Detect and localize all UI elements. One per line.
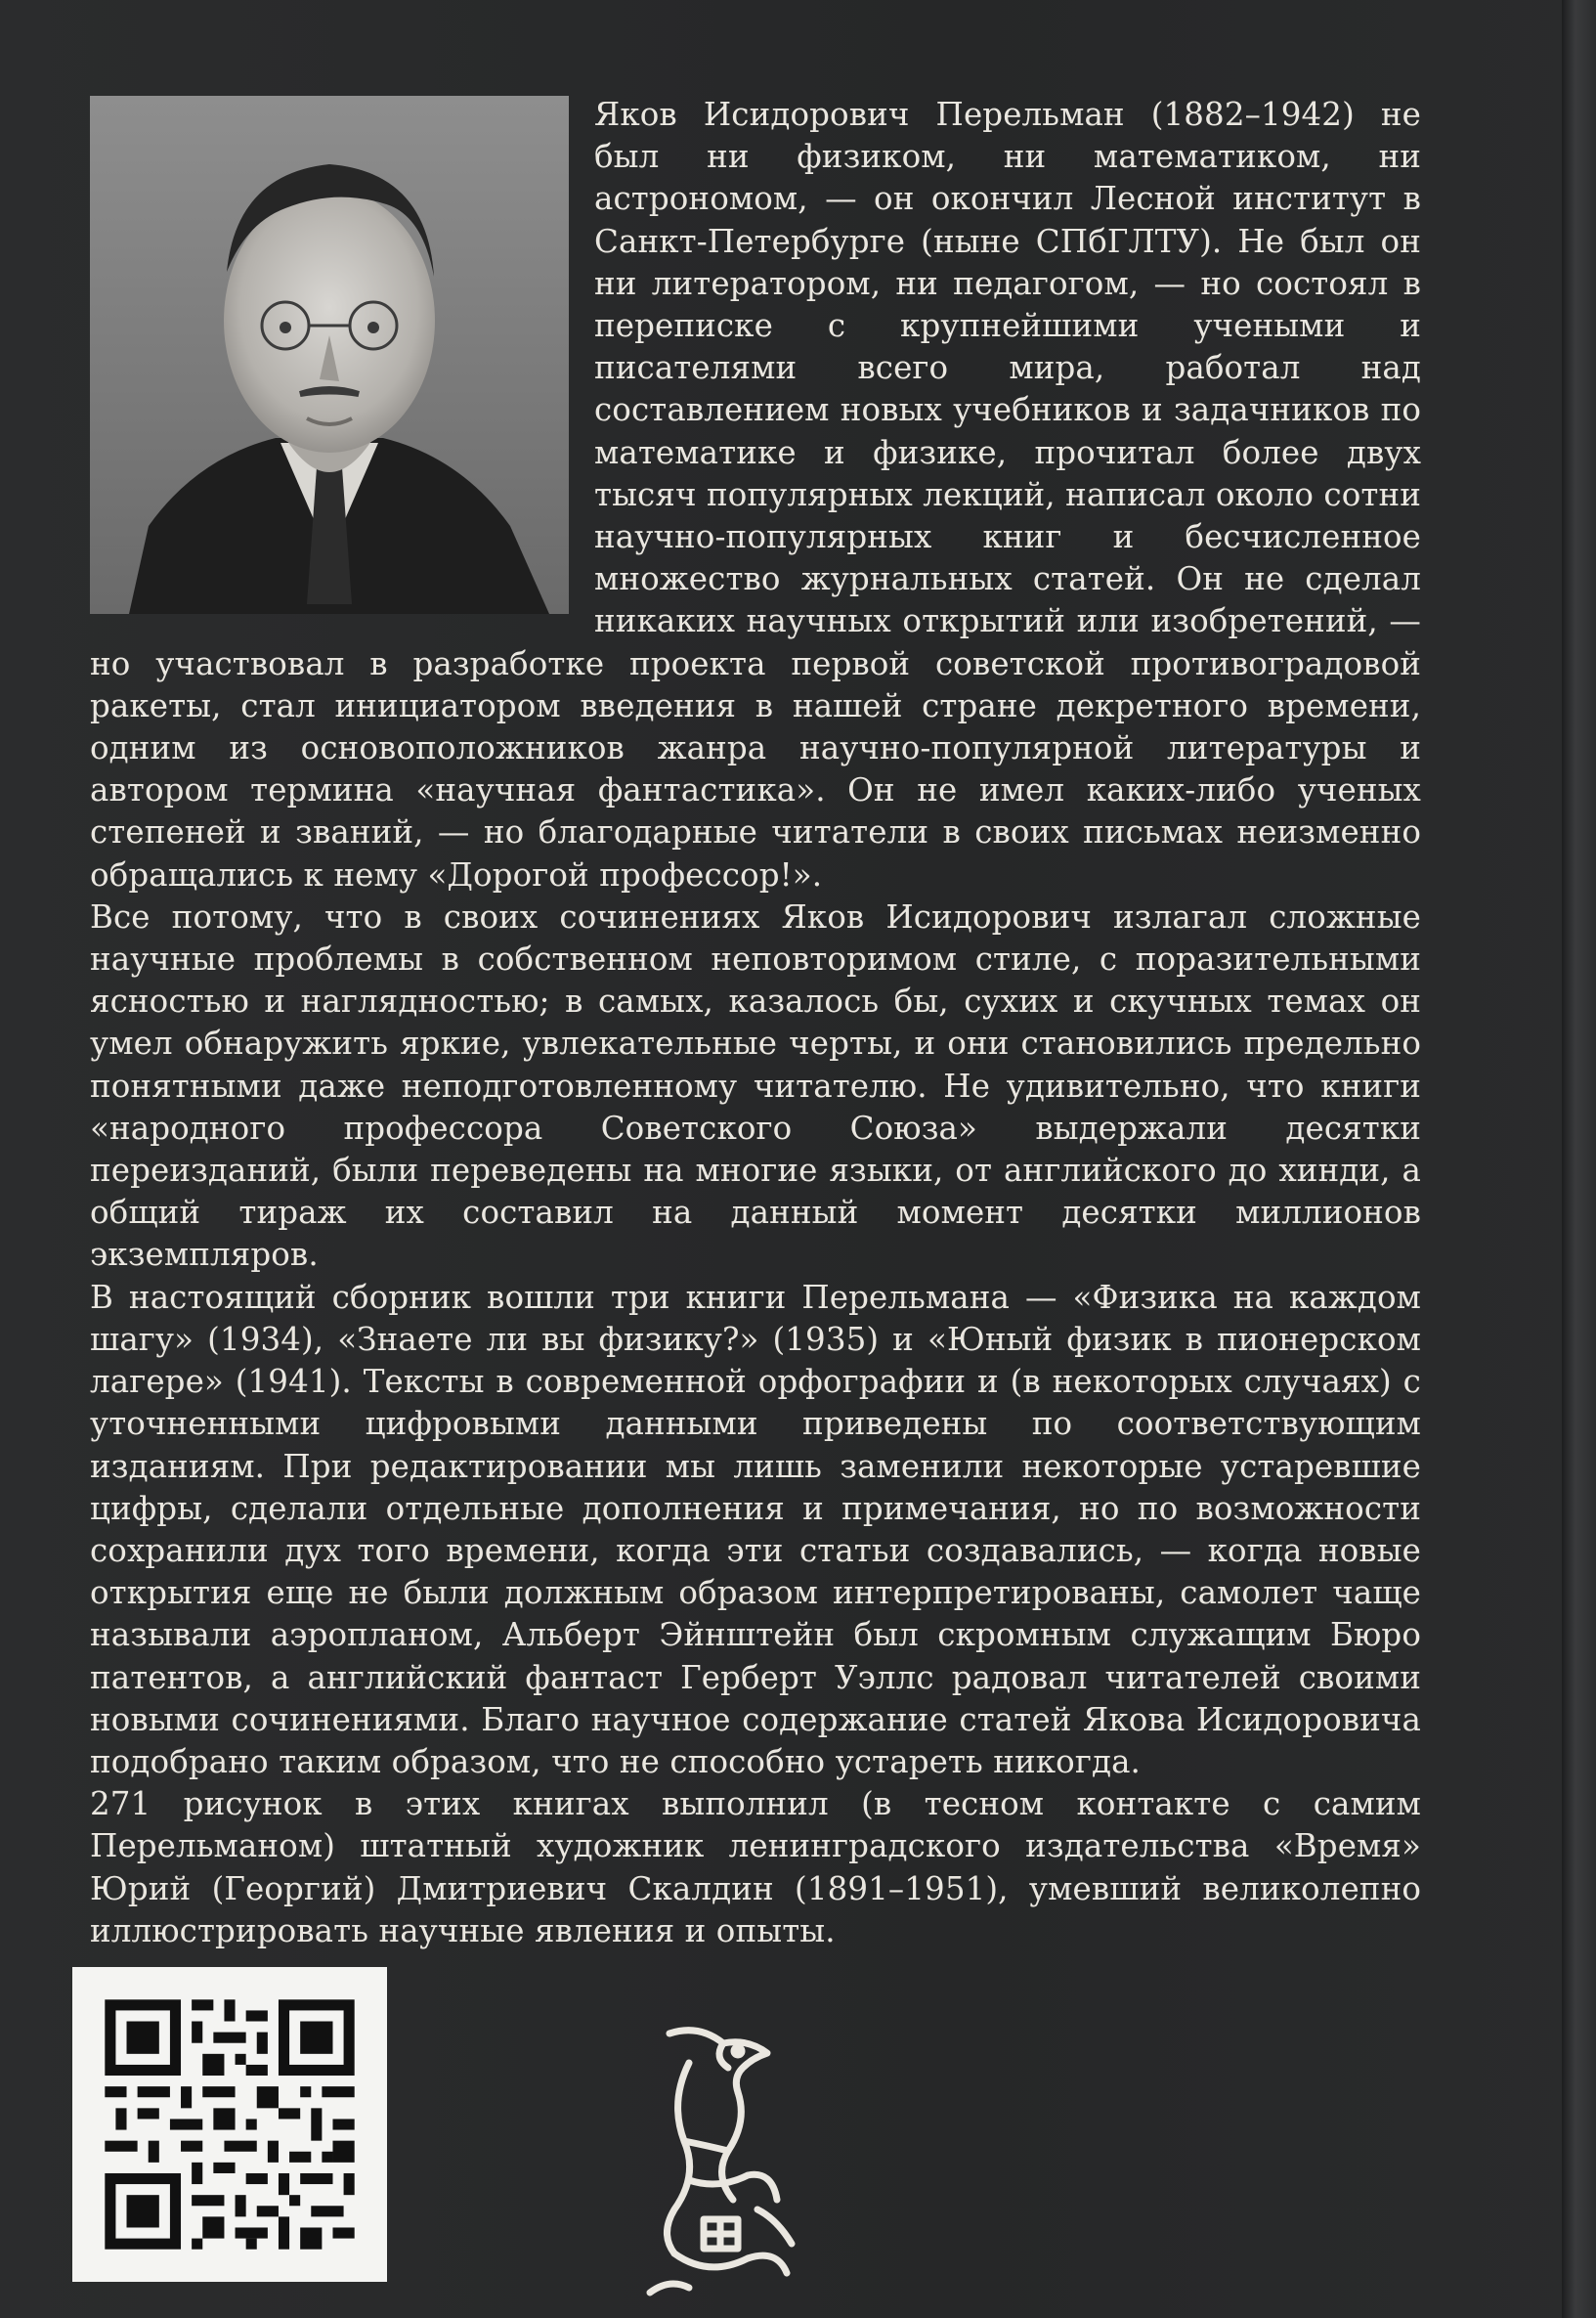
paragraph-collection: В настоящий сборник вошли три книги Перельмана — «Физика на каждом шагу» (1934), «Знаете ли вы физику?» (1935) и «Юный физик в пионерском лагере» (1941). Тексты в современной орфографии и (в некоторых случаях) с уточненными цифровыми данными приведены по соответствующим изданиям. При редактировании мы лишь заменили некоторые устаревшие цифры, сделали отдельные дополнения и примечания, но по возможности сохранили дух того времени, когда эти статьи создавались, — когда новые открытия еще не были должным образом интерпретированы, самолет чаще называли аэропланом, Альберт Эйнштейн был скромным служащим Бюро патентов, а английский фантаст Герберт Уэллс радовал читателей своими новыми сочинениями. Благо научное содержание статей Якова Исидоровича подобрано таким образом, что не способно устареть никогда. <box>90 1278 1421 1780</box>
publisher-logo <box>630 2014 806 2307</box>
book-spine-edge <box>1562 0 1596 2318</box>
dragon-publisher-logo-icon <box>630 2014 806 2307</box>
paragraph-author-bio: Яков Исидорович Перельман (1882–1942) не был ни физиком, ни математиком, ни астрономом, — он окончил Лесной институт в Санкт-Петербурге (ныне СПбГЛТУ). Не был он ни литератором, ни педагогом, — но состоял в переписке с крупнейшими учеными и писателями всего мира, работал над составлением новых учебников и задачников по математике и физике, прочитал более двух тысяч популярных лекций, написал около сотни научно-популярных книг и бесчисленное множество журнальных статей. Он не сделал никаких научных открытий или изобретений, — но участвовал в разработке проекта первой советской противоградовой ракеты, стал инициатором введения в нашей стране декретного времени, одним из основоположников жанра научно-популярной литературы и автором термина «научная фантастика». Он не имел каких-либо ученых степеней и званий, — но благодарные читатели в своих письмах неизменно обращались к нему «Дорогой профессор!». <box>90 96 1421 894</box>
photo-text-wrap-spacer <box>90 94 594 624</box>
paragraph-style: Все потому, что в своих сочинениях Яков Исидорович излагал сложные научные проблемы в собственном неповторимом стиле, с поразительными ясностью и наглядностью; в самых, казалось бы, сухих и скучных темах он умел обнаружить яркие, увлекательные черты, и они становились предельно понятными даже неподготовленному читателю. Не удивительно, что книги «народного профессора Советского Союза» выдержали десятки переизданий, были переведены на многие языки, от английского до хинди, а общий тираж их составил на данный момент десятки миллионов экземпляров. <box>90 897 1421 1274</box>
cover-description-text <box>90 94 1421 1952</box>
qr-code[interactable] <box>72 1967 387 2282</box>
paragraph-illustrations: 271 рисунок в этих книгах выполнил (в тесном контакте с самим Перельманом) штатный художник ленинградского издательства «Время» Юрий (Георгий) Дмитриевич Скалдин (1891–1951), умевший великолепно иллюстрировать научные явления и опыты. <box>90 1785 1421 1949</box>
qr-code-icon <box>72 1967 387 2282</box>
